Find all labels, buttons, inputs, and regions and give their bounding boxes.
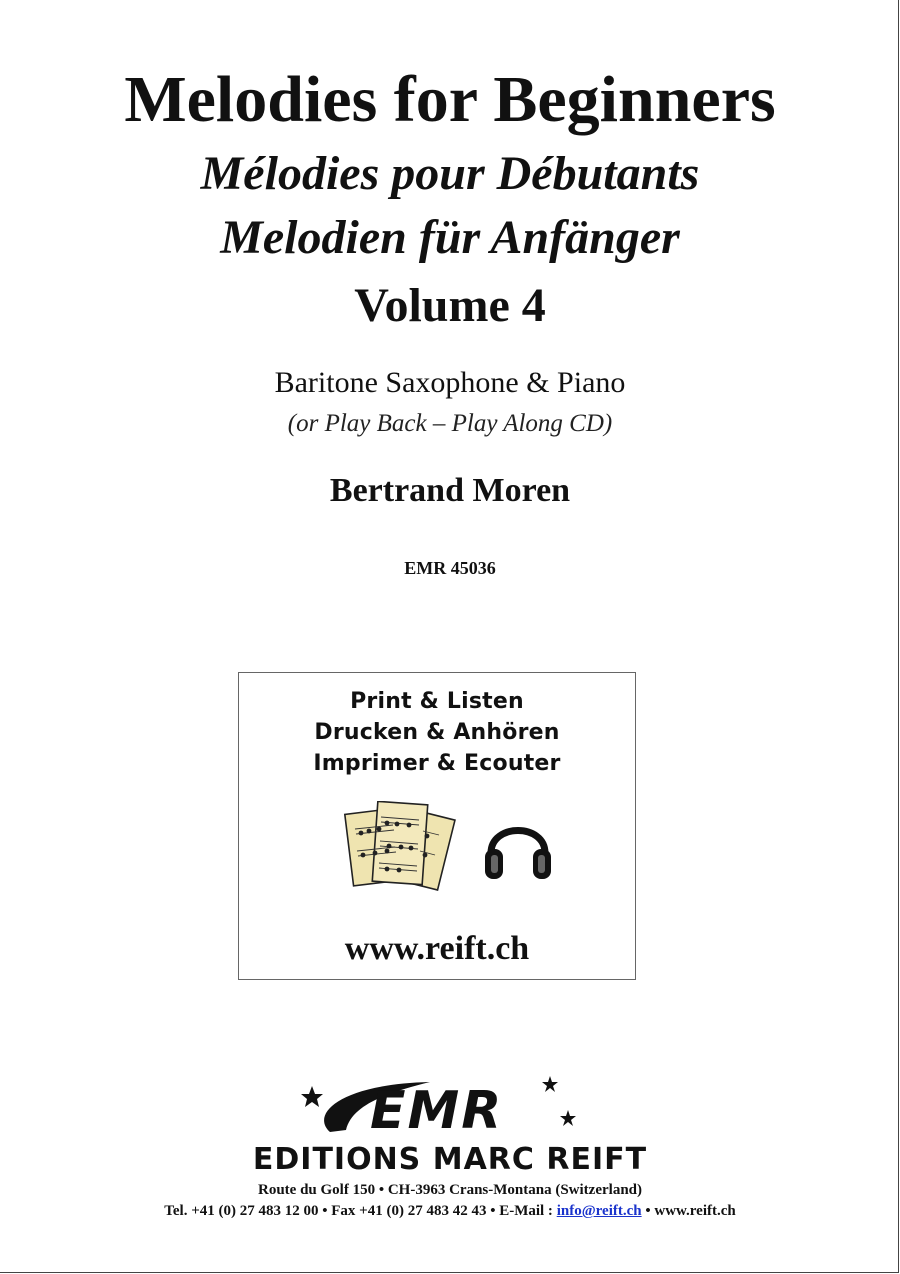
promo-line-german: Drucken & Anhören (314, 720, 560, 745)
sheet-music-icon (335, 801, 463, 893)
contact-phone-fax: Tel. +41 (0) 27 483 12 00 • Fax +41 (0) 27 483 42 43 • E-Mail : (164, 1203, 557, 1219)
promo-website[interactable]: www.reift.ch (344, 930, 530, 967)
volume-label: Volume 4 (354, 279, 546, 332)
catalog-number: EMR 45036 (404, 558, 496, 578)
composer-name: Bertrand Moren (329, 472, 571, 509)
promo-line-english: Print & Listen (350, 689, 524, 714)
svg-text:EMR: EMR (370, 1081, 504, 1140)
publisher-name: EDITIONS MARC REIFT (252, 1142, 648, 1177)
headphones-icon (483, 809, 553, 885)
instrumentation: Baritone Saxophone & Piano (274, 366, 626, 399)
email-link[interactable]: info@reift.ch (556, 1203, 642, 1219)
contact-website[interactable]: • www.reift.ch (641, 1203, 736, 1219)
publisher-contact (0, 1201, 900, 1221)
title-french: Mélodies pour Débutants (200, 147, 700, 200)
print-listen-box (238, 672, 636, 980)
title-english: Melodies for Beginners (124, 63, 776, 136)
playback-note: (or Play Back – Play Along CD) (287, 410, 613, 437)
promo-line-french: Imprimer & Ecouter (313, 751, 561, 776)
emr-logo (300, 1074, 600, 1140)
title-german: Melodien für Anfänger (220, 211, 680, 264)
publisher-address: Route du Golf 150 • CH-3963 Crans-Montana (Switzerland) (258, 1182, 642, 1198)
